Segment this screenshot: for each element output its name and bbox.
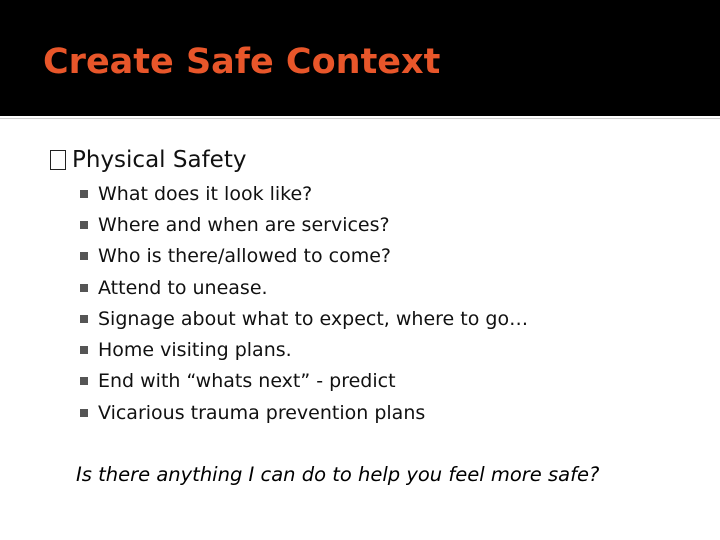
bullet-text: Where and when are services? — [98, 213, 390, 236]
bullet-text: Vicarious trauma prevention plans — [98, 401, 426, 424]
square-bullet-icon — [80, 409, 88, 417]
list-item — [80, 397, 528, 428]
bullet-text: Who is there/allowed to come? — [98, 245, 391, 268]
slide-title: Create Safe Context — [43, 42, 441, 82]
heading-item — [50, 145, 246, 175]
square-bullet-icon — [80, 190, 88, 198]
list-item — [80, 209, 528, 240]
bullet-list — [80, 178, 528, 428]
list-item — [80, 178, 528, 209]
heading-physical-safety: Physical Safety — [72, 147, 247, 173]
bullet-text: End with “whats next” - predict — [98, 370, 396, 393]
bullet-text: Signage about what to expect, where to go… — [98, 307, 529, 330]
bullet-text: Attend to unease. — [98, 276, 268, 299]
square-bullet-icon — [80, 346, 88, 354]
square-bullet-icon — [80, 315, 88, 323]
list-item — [80, 334, 528, 365]
bullet-text: Home visiting plans. — [98, 339, 292, 362]
missing-glyph-bullet-icon — [50, 150, 66, 170]
bullet-text: What does it look like? — [98, 182, 313, 205]
list-item — [80, 272, 528, 303]
closing-question: Is there anything I can do to help you feel more safe? — [76, 463, 600, 486]
title-bar — [0, 0, 720, 112]
list-item — [80, 241, 528, 272]
title-divider — [0, 112, 720, 116]
list-item — [80, 366, 528, 397]
square-bullet-icon — [80, 221, 88, 229]
square-bullet-icon — [80, 252, 88, 260]
square-bullet-icon — [80, 284, 88, 292]
square-bullet-icon — [80, 377, 88, 385]
list-item — [80, 303, 528, 334]
title-divider-thin — [0, 118, 720, 119]
